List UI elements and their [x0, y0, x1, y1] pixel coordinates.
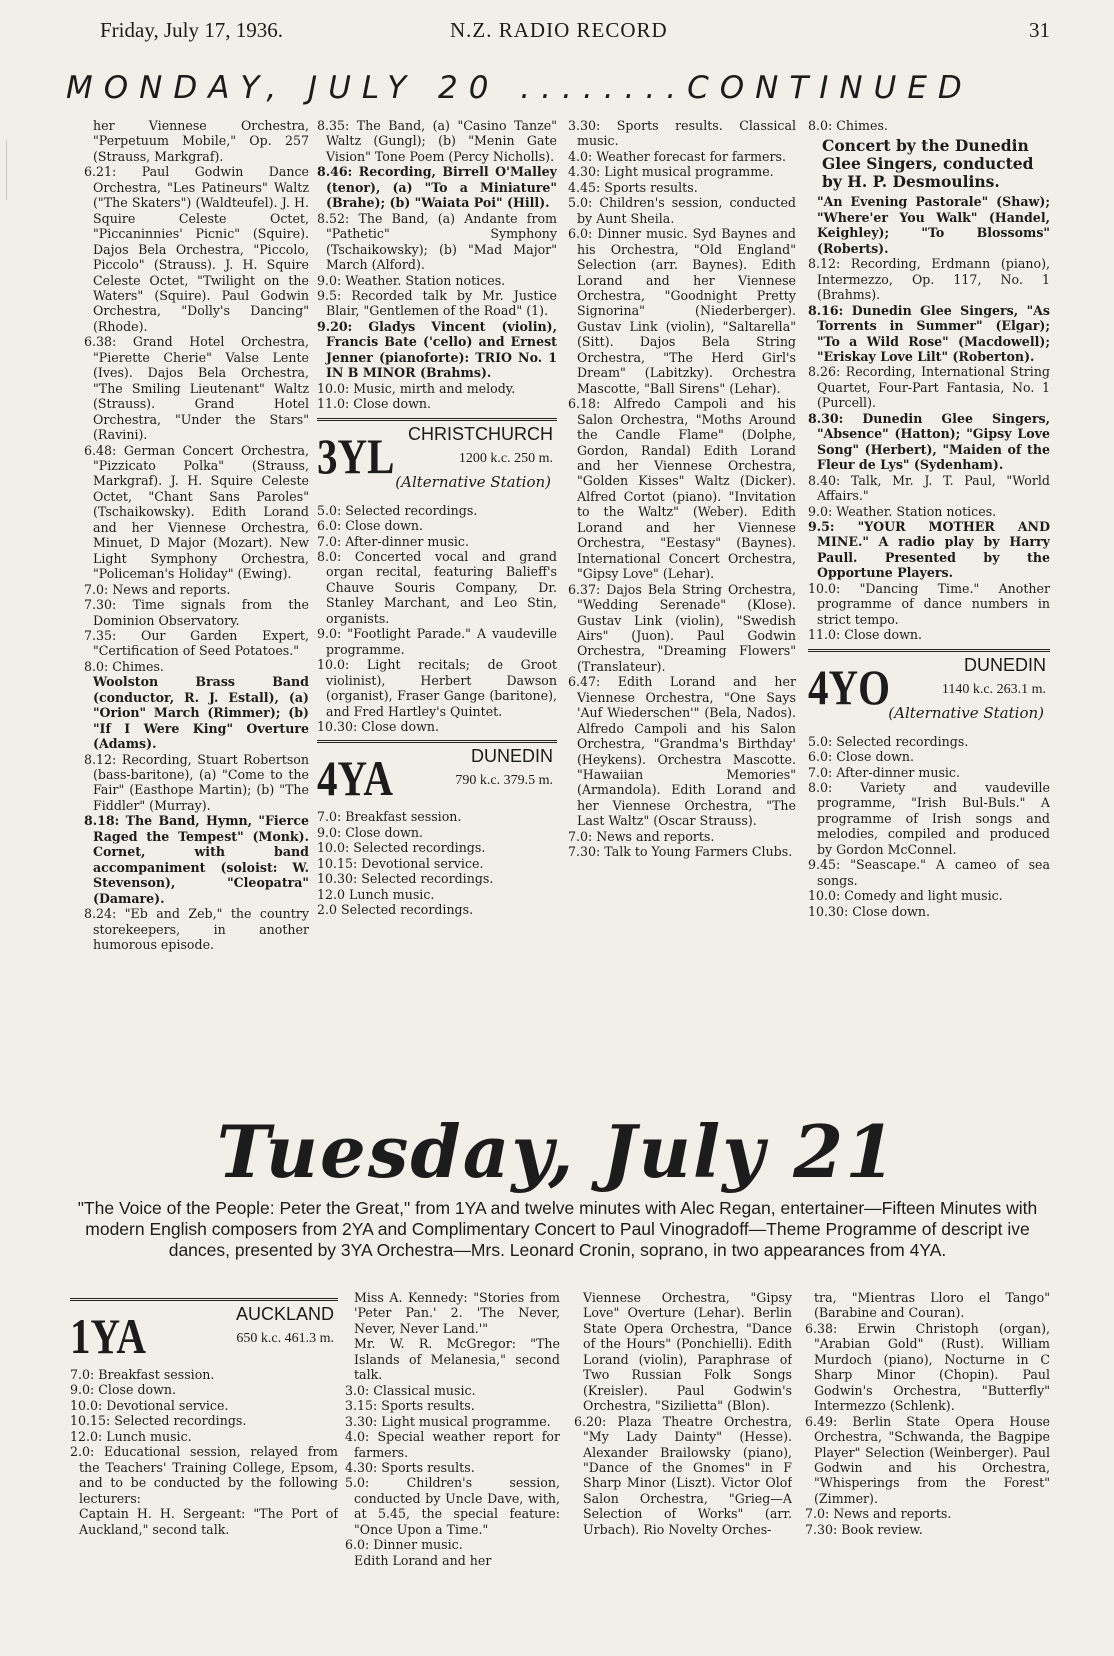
station-frequency: 1200 k.c. 250 m. [458, 450, 553, 466]
programme-entry: 11.0: Close down. [808, 627, 922, 643]
tuesday-column-1 [70, 1292, 338, 1642]
programme-entry: 10.0: Light recitals; de Groot violinist), Herbert Dawson (organist), Fraser Gange (baritone), and Fred Hartley's Quintet. [317, 657, 557, 719]
tuesday-headline: Tuesday, July 21 [216, 1109, 898, 1194]
programme-entry: 3.15: Sports results. [345, 1398, 475, 1414]
programme-entry: 6.0: Dinner music. Syd Baynes and his Orchestra, "Old England" Selection (arr. Baynes). Edith Lorand and her Viennese Orchestra, "Goodnight Pretty Signorina" (Niederberger). Gustav Link (violin), "Saltarella" (Sitt). Dajos Bela String Orchestra, "The Herd Girl's Dream" (Labitzky). Orchestra Mascotte, "Ball Sirens" (Lehar). [568, 226, 796, 396]
programme-entry: 8.46: Recording, Birrell O'Malley (tenor), (a) "To a Miniature" (Brahe); (b) "Waiata Poi" (Hill). [317, 164, 557, 211]
programme-entry: 7.35: Our Garden Expert, "Certification of Seed Potatoes." [84, 627, 309, 659]
issue-date: Friday, July 17, 1936. [100, 18, 283, 42]
tuesday-highlights: "The Voice of the People: Peter the Great," from 1YA and twelve minutes with Alec Regan, entertainer—Fifteen Minutes with modern English composers from 2YA and Complimentary Concert to Paul Vinogradoff—Theme Programme of descript ive dances, presented by 3YA Orchestra—Mrs. Leonard Cronin, soprano, in two appearances from 4YA. [77, 1198, 1038, 1260]
station-note: (Alternative Station) [395, 472, 551, 491]
programme-entry: her Viennese Orchestra, "Perpetuum Mobile," Op. 257 (Strauss, Markgraf). [93, 118, 309, 164]
programme-entry: 8.30: Dunedin Glee Singers, "Absence" (Hatton); "Gipsy Love Song" (Herbert), "Maiden of the Fleur de Lys" (Sydenham). [808, 410, 1050, 473]
programme-entry: 8.12: Recording, Stuart Robertson (bass-baritone), (a) "Come to the Fair" (Easthope Martin); (b) "The Fiddler" (Murray). [84, 751, 309, 813]
programme-entry: 8.40: Talk, Mr. J. T. Paul, "World Affairs." [808, 472, 1050, 504]
programme-entry: 6.37: Dajos Bela String Orchestra, "Wedding Serenade" (Klose). Gustav Link (violin), "Swedish Airs" (Juon). Paul Godwin Orchestra, "Dreaming Flowers" (Translateur). [568, 581, 796, 674]
3yl-programme [317, 503, 557, 735]
station-block-1ya [70, 1304, 338, 1364]
station-callsign: 4YO [808, 658, 890, 715]
programme-entry: 6.0: Dinner music. [345, 1537, 463, 1553]
day-banner: MONDAY, JULY 20 ........CONTINUED [66, 70, 973, 106]
programme-entry: 6.18: Alfredo Campoli and his Salon Orchestra, "Moths Around the Candle Flame" (Dolphe, Gordon, Randal) Edith Lorand and her Viennese Orchestra, "Golden Kisses" Waltz (Dicker). Alfred Cortot (piano). "Invitation to the Waltz" (Weber). Edith Lorand and her Viennese Orchestra, "Eestasy" (Baynes). International Concert Orchestra, "Gipsy Love" (Lehar). [568, 396, 796, 582]
programme-entry: 7.0: After-dinner music. [808, 764, 960, 780]
programme-entry: 4.30: Sports results. [345, 1459, 475, 1475]
programme-entry: 7.0: News and reports. [805, 1506, 952, 1522]
programme-entry: 7.0: News and reports. [568, 828, 715, 844]
programme-entry: 10.0: Music, mirth and melody. [317, 380, 516, 396]
programme-entry: 10.15: Devotional service. [317, 855, 484, 871]
programme-entry: 9.0: "Footlight Parade." A vaudeville programme. [317, 626, 557, 657]
programme-entry: 7.30: Book review. [805, 1521, 923, 1537]
station-frequency: 1140 k.c. 263.1 m. [941, 681, 1046, 697]
programme-entry: 8.18: The Band, Hymn, "Fierce Raged the Tempest" (Monk). Cornet, with band accompaniment (soloist: W. Stevenson), "Cleopatra" (Damare). [84, 813, 309, 906]
programme-entry: Captain H. H. Sergeant: "The Port of Auckland," second talk. [79, 1506, 338, 1537]
programme-entry: Viennese Orchestra, "Gipsy Love" Overture (Lehar). Berlin State Opera Orchestra, "Dance of the Hours" (Ponchielli). Edith Lorand (violin), Paraphrase of Two Russian Folk Songs (Kreisler). Paul Godwin's Orchestra, "Sizilietta" (Blon). [583, 1290, 792, 1414]
programme-entry: 5.0: Selected recordings. [317, 502, 478, 518]
programme-entry: 8.35: The Band, (a) "Casino Tanze" Waltz (Gungl); (b) "Menin Gate Vision" Tone Poem (Percy Nicholls). [317, 118, 557, 164]
programme-entry: 2.0 Selected recordings. [317, 902, 474, 918]
3ya-programme-continued [317, 118, 557, 412]
programme-entry: 6.49: Berlin State Opera House Orchestra, "Schwanda, the Bagpipe Player" Selection (Weinberger). Paul Godwin and his Orchestra, "Whisperings from the Forest" (Zimmer). [805, 1413, 1050, 1506]
programme-entry: 4.45: Sports results. [568, 179, 698, 195]
programme-entry: 6.0: Close down. [808, 749, 914, 765]
tuesday-column-2 [345, 1290, 560, 1640]
programme-entry: 10.0: Devotional service. [70, 1397, 229, 1413]
programme-entry: 6.21: Paul Godwin Dance Orchestra, "Les Patineurs" Waltz ("The Skaters") (Waldteufel). J. H. Squire Celeste Octet, "Piccaninnies' Picnic" (Squire). Dajos Bela Orchestra, "Piccolo, Piccolo" (Strauss). J. H. Squire Celeste Octet, "Twilight on the Waters" (Squire). Paul Godwin Orchestra, "Dolly's Dancing" (Rhode). [84, 164, 309, 334]
programme-entry: 8.0: Concerted vocal and grand organ recital, featuring Balieff's Chauve Souris Company, Dr. Stanley Marchant, and Leo Stin, organists. [317, 548, 557, 626]
divider [808, 649, 1050, 652]
programme-entry: 10.0: Comedy and light music. [808, 888, 1003, 904]
programme-entry: 6.48: German Concert Orchestra, "Pizzicato Polka" (Strauss, Markgraf). J. H. Squire Celeste Octet, "Chant Sans Paroles" (Tschaikowsky). Edith Lorand and her Viennese Orchestra, Minuet, D Major (Mozart). New Light Symphony Orchestra, "Policeman's Holiday" (Ewing). [84, 442, 309, 582]
programme-entry: 10.30: Close down. [808, 903, 931, 919]
programme-entry: tra, "Mientras Lloro el Tango" (Barabine and Couran). [814, 1290, 1050, 1321]
programme-entry: 6.47: Edith Lorand and her Viennese Orchestra, "One Says 'Auf Wiederschen'" (Bela, Nados). Alfredo Campoli and his Salon Orchestra, "Grandma's Birthday' (Heykens). Orchestra Mascotte. "Hawaiian Memories" (Armandola). Edith Lorand and her Viennese Orchestra, "The Last Waltz" (Oscar Strauss). [568, 674, 796, 829]
station-block-4yo [808, 656, 1050, 728]
programme-entry: Concert by the Dunedin Glee Singers, conducted by H. P. Desmoulins. [822, 136, 1034, 192]
programme-entry: 8.26: Recording, International String Quartet, Four-Part Fantasia, No. 1 (Purcell). [808, 364, 1050, 411]
station-city: DUNEDIN [470, 746, 553, 767]
programme-entry: 8.0: Variety and vaudeville programme, "Irish Bul-Buls." A programme of Irish songs and melodies, compiled and produced by Gordon McConnel. [808, 779, 1050, 857]
programme-entry: 6.38: Grand Hotel Orchestra, "Pierette Cherie" Valse Lente (Ives). Dajos Bela Orchestra, "The Smiling Lieutenant" Waltz (Strauss). Grand Hotel Orchestra, "Under the Stars" (Ravini). [84, 334, 309, 443]
station-frequency: 790 k.c. 379.5 m. [455, 773, 553, 789]
station-city: AUCKLAND [235, 1304, 334, 1324]
1ya-programme [70, 1367, 338, 1537]
programme-entry: 3.30: Light musical programme. [345, 1413, 551, 1429]
programme-entry: 7.0: After-dinner music. [317, 533, 469, 549]
programme-entry: 7.30: Talk to Young Farmers Clubs. [568, 844, 793, 860]
monday-column-2 [317, 118, 557, 1096]
programme-entry: 4.30: Light musical programme. [568, 164, 774, 180]
publication-title: N.Z. RADIO RECORD [450, 18, 668, 42]
programme-entry: 8.0: Chimes. [808, 118, 888, 133]
4ya-evening-programme [808, 118, 1050, 643]
programme-entry: 9.45: "Seascape." A cameo of sea songs. [808, 857, 1050, 888]
programme-entry: 8.0: Chimes. [84, 658, 164, 674]
programme-entry: 6.0: Close down. [317, 518, 423, 534]
programme-entry: 10.15: Selected recordings. [70, 1413, 247, 1429]
programme-entry: 9.5: "YOUR MOTHER AND MINE." A radio play by Harry Paull. Presented by the Opportune Players. [808, 518, 1050, 581]
programme-entry: 3.30: Sports results. Classical music. [568, 118, 796, 149]
station-frequency: 650 k.c. 461.3 m. [236, 1331, 334, 1346]
programme-entry: 10.30: Selected recordings. [317, 871, 494, 887]
programme-entry: 3.0: Classical music. [345, 1382, 476, 1398]
programme-entry: "An Evening Pastorale" (Shaw); "Where'er You Walk" (Handel, Keighley); "To Blossoms" (Roberts). [817, 194, 1050, 256]
programme-entry: 10.0: "Dancing Time." Another programme of dance numbers in strict tempo. [808, 580, 1050, 627]
programme-entry: Edith Lorand and her [354, 1552, 492, 1568]
station-callsign: 3YL [317, 427, 395, 484]
page-edge-mark [6, 140, 21, 200]
station-block-3yl [317, 425, 557, 497]
programme-entry: Woolston Brass Band (conductor, R. J. Estall), (a) "Orion" March (Rimmer); (b) "If I Were King" Overture (Adams). [93, 674, 309, 752]
programme-entry: 7.0: Breakfast session. [317, 809, 462, 825]
monday-column-3 [568, 118, 796, 1096]
programme-entry: 8.16: Dunedin Glee Singers, "As Torrents in Summer" (Elgar); "To a Wild Rose" (Macdowell); "Eriskay Love Lilt" (Roberton). [808, 302, 1050, 364]
programme-entry: 12.0 Lunch music. [317, 886, 435, 902]
tuesday-column-4 [805, 1290, 1050, 1640]
page-header [100, 18, 1050, 44]
programme-entry: 9.20: Gladys Vincent (violin), Francis Bate ('cello) and Ernest Jenner (pianoforte): TRIO No. 1 IN B MINOR (Brahms). [317, 318, 557, 381]
programme-entry: 7.0: News and reports. [84, 581, 231, 597]
station-callsign: 1YA [70, 1308, 146, 1364]
programme-entry: 4.0: Special weather report for farmers. [345, 1429, 560, 1460]
programme-entry: 8.52: The Band, (a) Andante from "Pathetic" Symphony (Tschaikowsky); (b) "Mad Major" March (Alford). [317, 210, 557, 273]
programme-entry: 10.30: Close down. [317, 718, 440, 734]
divider [317, 740, 557, 743]
programme-entry: 6.20: Plaza Theatre Orchestra, "My Lady Dainty" (Hesse). Alexander Brailowsky (piano), "Dance of the Gnomes" in F Sharp Minor (Liszt). Victor Olof Salon Orchestra, "Grieg—A Selection of Works" (arr. Urbach). Rio Novelty Orches- [574, 1413, 792, 1537]
page-number: 31 [1029, 18, 1050, 42]
programme-entry: 10.0: Selected recordings. [317, 840, 486, 856]
programme-entry: 12.0: Lunch music. [70, 1428, 192, 1444]
programme-entry: 5.0: Selected recordings. [808, 733, 969, 749]
station-note: (Alternative Station) [888, 703, 1044, 722]
4ya-programme [317, 809, 557, 917]
programme-entry: 4.0: Weather forecast for farmers. [568, 148, 786, 164]
tuesday-column-3 [574, 1290, 792, 1640]
programme-entry: 9.0: Weather. Station notices. [317, 272, 506, 288]
programme-entry: 5.0: Children's session, conducted by Aunt Sheila. [568, 195, 796, 226]
station-callsign: 4YA [317, 750, 393, 807]
programme-entry: 11.0: Close down. [317, 396, 431, 412]
station-city: CHRISTCHURCH [408, 423, 553, 444]
programme-entry: 9.0: Close down. [70, 1382, 176, 1398]
divider [70, 1298, 338, 1301]
4yo-programme [808, 734, 1050, 919]
programme-entry: 7.30: Time signals from the Dominion Observatory. [84, 597, 309, 628]
programme-entry: 5.0: Children's session, conducted by Uncle Dave, with, at 5.45, the special feature: "Once Upon a Time." [345, 1475, 560, 1537]
programme-entry: 2.0: Educational session, relayed from the Teachers' Training College, Epsom, and to be conducted by the following lecturers: [70, 1444, 338, 1506]
station-block-4ya [317, 746, 557, 807]
programme-entry: 6.38: Erwin Christoph (organ), "Arabian Gold" (Rust). William Murdoch (piano), Nocturne in C Sharp Minor (Chopin). Paul Godwin's Orchestra, "Butterfly" Intermezzo (Schlenk). [805, 1320, 1050, 1414]
programme-entry: Mr. W. R. McGregor: "The Islands of Melanesia," second talk. [354, 1336, 560, 1383]
programme-entry: 9.0: Weather. Station notices. [808, 503, 997, 519]
station-city: DUNEDIN [963, 654, 1046, 675]
programme-entry: 8.12: Recording, Erdmann (piano), Intermezzo, Op. 117, No. 1 (Brahms). [808, 256, 1050, 303]
monday-column-4 [808, 118, 1050, 1096]
programme-entry: 7.0: Breakfast session. [70, 1367, 215, 1382]
divider [317, 418, 557, 421]
programme-entry: 9.0: Close down. [317, 824, 423, 840]
programme-entry: 8.24: "Eb and Zeb," the country storekeepers, in another humorous episode. [84, 906, 309, 953]
programme-entry: Miss A. Kennedy: "Stories from 'Peter Pan.' 2. 'The Never, Never, Never Land.'" [354, 1290, 560, 1336]
programme-entry: 9.5: Recorded talk by Mr. Justice Blair, "Gentlemen of the Road" (1). [317, 287, 557, 319]
monday-column-1 [84, 118, 309, 1096]
